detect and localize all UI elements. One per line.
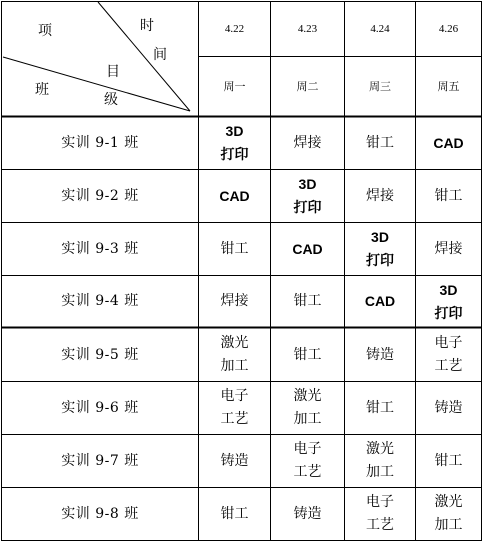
schedule-cell: 铸造 [366, 346, 394, 363]
class-name-cell: 实训 9-3 班 [61, 240, 139, 257]
weekday-header-3: 周三 [369, 80, 391, 93]
date-header-1: 4.22 [224, 22, 245, 35]
corner-label-project-2: 目 [106, 64, 120, 80]
class-name-cell: 实训 9-1 班 [61, 134, 139, 151]
schedule-cell: 电子 工艺 [434, 335, 463, 374]
schedule-cell: 3D 打印 [434, 281, 463, 321]
class-name-cell: 实训 9-5 班 [61, 346, 139, 363]
schedule-cell: 电子 工艺 [220, 388, 249, 427]
corner-label-project-1: 项 [38, 23, 52, 39]
weekday-header-4: 周五 [437, 80, 460, 93]
schedule-cell: CAD [219, 187, 250, 204]
class-name-cell: 实训 9-4 班 [61, 293, 139, 309]
schedule-cell: 钳工 [366, 134, 394, 151]
schedule-cell: 激光 加工 [220, 335, 249, 374]
class-name-cell: 实训 9-7 班 [61, 452, 139, 469]
corner-label-time-2: 间 [153, 47, 167, 63]
class-name-cell: 实训 9-2 班 [61, 187, 139, 204]
schedule-cell: 3D 打印 [366, 229, 394, 268]
corner-label-class-1: 班 [35, 82, 49, 98]
schedule-cell: 铸造 [220, 452, 249, 469]
date-header-4: 4.26 [438, 22, 459, 35]
schedule-cell: CAD [433, 134, 464, 151]
schedule-cell: 3D 打印 [293, 176, 322, 215]
corner-label-class-2: 级 [104, 92, 118, 108]
schedule-cell: 焊接 [220, 293, 249, 309]
schedule-cell: 电子 工艺 [366, 494, 394, 533]
weekday-header-1: 周一 [223, 80, 246, 93]
schedule-cell: CAD [292, 240, 323, 257]
schedule-cell: 焊接 [434, 240, 463, 257]
corner-label-time-1: 时 [140, 18, 154, 34]
schedule-cell: 钳工 [220, 240, 249, 257]
schedule-cell: 焊接 [293, 134, 322, 151]
schedule-cell: 激光 加工 [434, 494, 463, 533]
schedule-cell: 钳工 [434, 452, 463, 469]
schedule-cell: 3D 打印 [220, 123, 249, 162]
schedule-cell: 焊接 [366, 187, 394, 204]
weekday-header-2: 周二 [296, 80, 319, 93]
date-header-3: 4.24 [370, 22, 390, 35]
date-header-2: 4.23 [297, 22, 318, 35]
schedule-cell: 激光 加工 [366, 441, 394, 480]
schedule-cell: 电子 工艺 [293, 441, 322, 480]
class-name-cell: 实训 9-8 班 [61, 505, 139, 522]
schedule-cell: 钳工 [293, 293, 322, 309]
schedule-cell: 铸造 [293, 505, 322, 522]
schedule-cell: 钳工 [434, 187, 463, 204]
class-name-cell: 实训 9-6 班 [61, 399, 139, 416]
schedule-cell: 激光 加工 [293, 388, 322, 427]
schedule-cell: 钳工 [293, 346, 322, 363]
schedule-cell: 钳工 [366, 399, 394, 416]
schedule-cell: 铸造 [434, 399, 463, 416]
schedule-cell: CAD [364, 293, 396, 309]
schedule-cell: 钳工 [220, 505, 249, 522]
